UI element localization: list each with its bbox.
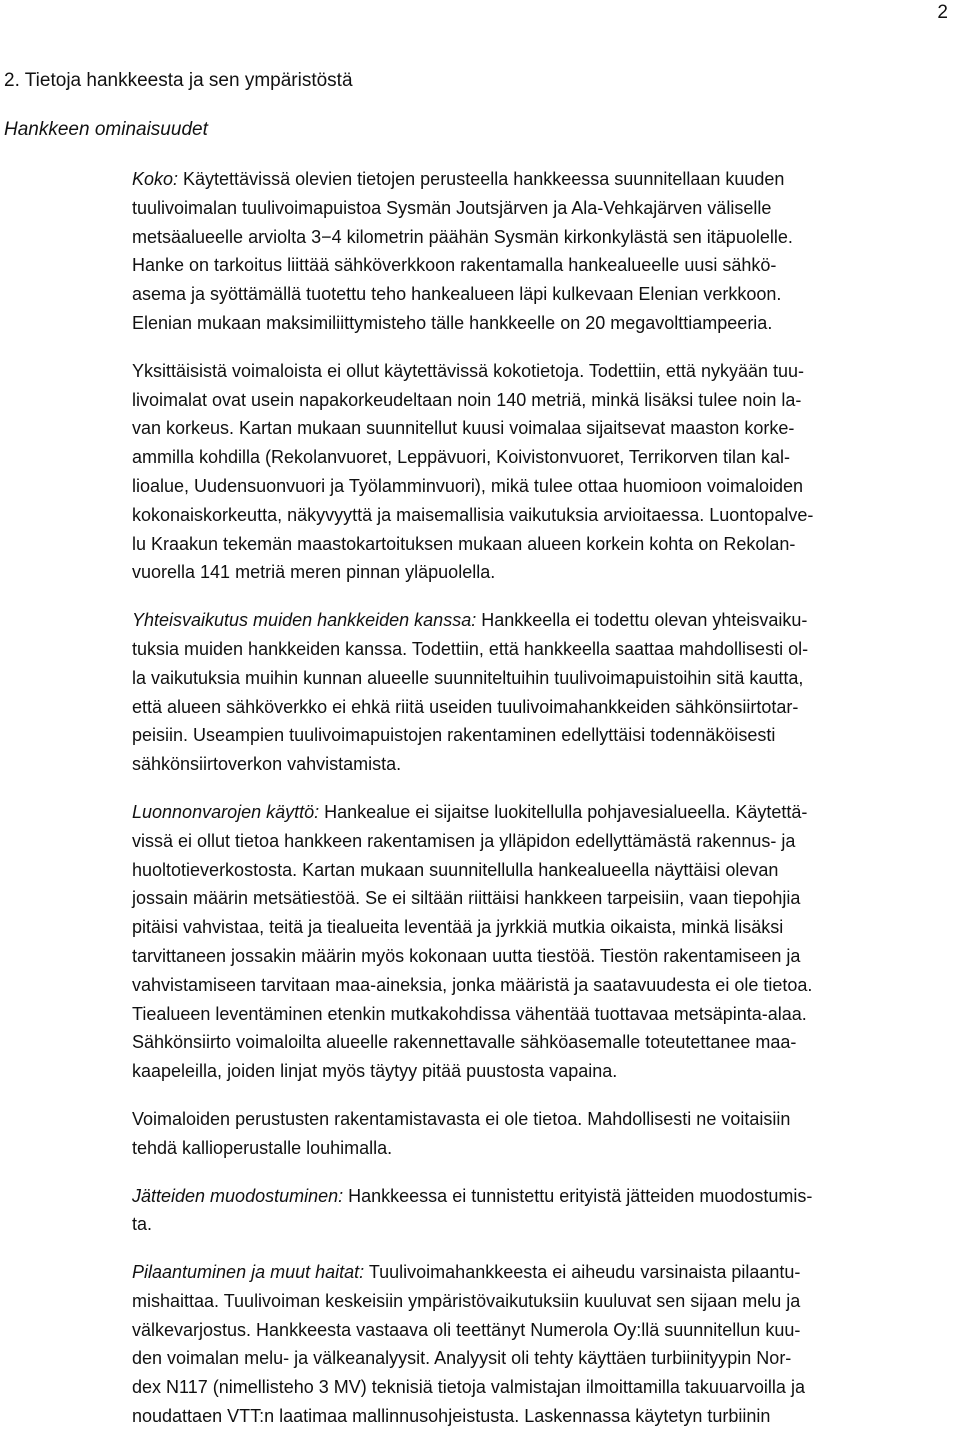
line-text: Hankkeella ei todettu olevan yhteisvaiku- <box>476 610 808 631</box>
paragraph-line: van korkeus. Kartan mukaan suunnitellut kuusi voimalaa sijaitsevat maaston korke- <box>132 418 795 439</box>
paragraph-line: Elenian mukaan maksimiliittymisteho tälle hankkeelle on 20 megavolttiampeeria. <box>132 312 773 333</box>
subsection-title: Hankkeen ominaisuudet <box>4 119 208 140</box>
paragraph-line <box>132 1258 952 1287</box>
paragraph-natural-resources <box>132 798 952 1086</box>
paragraph-foundations <box>132 1105 952 1163</box>
paragraph-line: tarvittaneen jossakin määrin myös kokonaan uutta tiestöä. Tiestön rakentamiseen ja <box>132 945 801 966</box>
paragraph-line: noudattaen VTT:n laatimaa mallinnusohjeistusta. Laskennassa käytetyn turbiinin <box>132 1406 771 1427</box>
line-text: Hankkeessa ei tunnistettu erityistä jätteiden muodostumis- <box>343 1185 813 1206</box>
paragraph-lead: Pilaantuminen ja muut haitat: <box>132 1262 365 1283</box>
paragraph-line: livoimalat ovat usein napakorkeudeltaan noin 140 metriä, minkä lisäksi tulee noin la- <box>132 389 802 410</box>
paragraph-line: Sähkönsiirto voimaloilta alueelle rakennettavalle sähköasemalle toteutettanee maa- <box>132 1032 797 1053</box>
paragraph-line: Voimaloiden perustusten rakentamistavasta ei ole tietoa. Mahdollisesti ne voitaisiin <box>132 1108 791 1129</box>
paragraph-line: vuorella 141 metriä meren pinnan yläpuolella. <box>132 562 496 583</box>
paragraph-line: peisiin. Useampien tuulivoimapuistojen rakentaminen edellyttäisi todennäköisesti <box>132 725 776 746</box>
paragraph-line: lioalue, Uudensuonvuori ja Työlamminvuori), mikä tulee ottaa huomioon voimaloiden <box>132 475 804 496</box>
paragraph-lead: Yhteisvaikutus muiden hankkeiden kanssa: <box>132 610 477 631</box>
paragraph-line: tuksia muiden hankkeiden kanssa. Todettiin, että hankkeella saattaa mahdollisesti ol- <box>132 638 809 659</box>
paragraph-pollution <box>132 1258 952 1431</box>
paragraph-line: dex N117 (nimellisteho 3 MV) teknisiä tietoja valmistajan ilmoittamilla takuuarvoilla ja <box>132 1377 805 1398</box>
page-number: 2 <box>937 2 948 23</box>
paragraph-line: sähkönsiirtoverkon vahvistamista. <box>132 754 402 775</box>
paragraph-line <box>132 606 952 635</box>
paragraph-lead: Luonnonvarojen käyttö: <box>132 801 320 822</box>
paragraph-height <box>132 357 952 587</box>
paragraph-line: kokonaiskorkeutta, näkyvyyttä ja maisemallisia vaikutuksia arvioitaessa. Luontopalve- <box>132 504 814 525</box>
paragraph-line <box>132 165 952 194</box>
paragraph-line: pitäisi vahvistaa, teitä ja tiealueita leventää ja jyrkkiä mutkia oikaista, minkä lisäksi <box>132 917 784 938</box>
paragraph-cumulative-impacts <box>132 606 952 779</box>
section-title: 2. Tietoja hankkeesta ja sen ympäristöstä <box>4 70 353 91</box>
paragraph-line: den voimalan melu- ja välkeanalyysit. Analyysit oli tehty käyttäen turbiinityypin Nor- <box>132 1348 792 1369</box>
paragraph-line: mishaittaa. Tuulivoiman keskeisiin ympäristövaikutuksiin kuuluvat sen sijaan melu ja <box>132 1290 801 1311</box>
paragraph-line: että alueen sähköverkko ei ehkä riitä useiden tuulivoimahankkeiden sähkönsiirtotar- <box>132 696 799 717</box>
paragraph-lead: Koko: <box>132 169 179 189</box>
paragraph-line: metsäalueelle arviolta 3−4 kilometrin päähän Sysmän kirkonkylästä sen itäpuolelle. <box>132 226 793 247</box>
paragraph-size <box>132 165 952 338</box>
paragraph-line: lu Kraakun tekemän maastokartoituksen mukaan alueen korkein kohta on Rekolan- <box>132 533 796 554</box>
paragraph-line: huoltotieverkostosta. Kartan mukaan suunnitellulla hankealueella näyttäisi olevan <box>132 859 779 880</box>
paragraph-line: tuulivoimalan tuulivoimapuistoa Sysmän Joutsjärven ja Ala-Vehkajärven väliselle <box>132 197 772 218</box>
paragraph-line: Yksittäisistä voimaloista ei ollut käytettävissä kokotietoja. Todettiin, että nykyään tuu- <box>132 360 805 381</box>
paragraph-line <box>132 798 952 827</box>
line-text: Hankealue ei sijaitse luokitellulla pohjavesialueella. Käytettä- <box>319 801 808 822</box>
paragraph-lead: Jätteiden muodostuminen: <box>132 1185 344 1206</box>
paragraph-line: kaapeleilla, joiden linjat myös täytyy pitää puustosta vapaina. <box>132 1061 618 1082</box>
paragraph-line: Tiealueen leventäminen etenkin mutkakohdissa vähentää tuottavaa metsäpinta-alaa. <box>132 1003 807 1024</box>
paragraph-line: ta. <box>132 1214 153 1235</box>
paragraph-line: ammilla kohdilla (Rekolanvuoret, Leppävuori, Koivistonvuoret, Terrikorven tilan kal- <box>132 447 790 468</box>
paragraph-line <box>132 1182 952 1211</box>
paragraph-line: jossain määrin metsätiestöä. Se ei siltään riittäisi hankkeen tarpeisiin, vaan tiepohjia <box>132 888 801 909</box>
paragraph-line: Hanke on tarkoitus liittää sähköverkkoon rakentamalla hankealueelle uusi sähkö- <box>132 255 777 276</box>
paragraph-waste <box>132 1182 952 1240</box>
paragraph-line: asema ja syöttämällä tuotettu teho hankealueen läpi kulkevaan Elenian verkkoon. <box>132 284 782 305</box>
line-text: Käytettävissä olevien tietojen perusteella hankkeessa suunnitellaan kuuden <box>178 169 785 189</box>
paragraph-line: vissä ei ollut tietoa hankkeen rakentamisen ja ylläpidon edellyttämästä rakennus- ja <box>132 830 796 851</box>
paragraph-line: vahvistamiseen tarvitaan maa-aineksia, jonka määristä ja saatavuudesta ei ole tietoa. <box>132 974 813 995</box>
paragraph-line: tehdä kallioperustalle louhimalla. <box>132 1137 393 1158</box>
document-body <box>132 165 952 1450</box>
paragraph-line: la vaikutuksia muihin kunnan alueelle suunniteltuihin tuulivoimapuistoihin sitä kautta, <box>132 667 804 688</box>
paragraph-line: välkevarjostus. Hankkeesta vastaava oli teettänyt Numerola Oy:llä suunnitellun kuu- <box>132 1319 801 1340</box>
line-text: Tuulivoimahankkeesta ei aiheudu varsinaista pilaantu- <box>364 1262 801 1283</box>
